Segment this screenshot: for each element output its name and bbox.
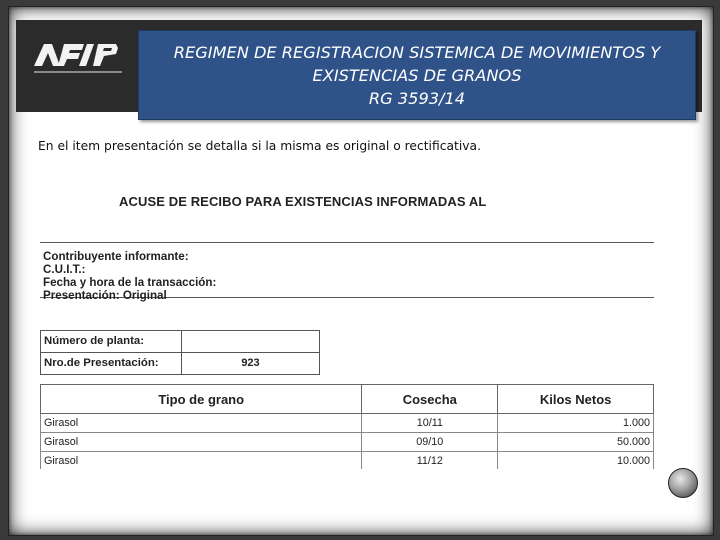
circle-nav-button-icon[interactable] [668, 468, 698, 498]
cell-kilos: 10.000 [498, 452, 654, 470]
afip-logo [30, 40, 135, 82]
table-row [41, 414, 654, 433]
info-line: C.U.I.T.: [43, 263, 86, 276]
title-box [138, 30, 696, 120]
presentacion-label: Nro.de Presentación: [41, 353, 182, 374]
info-line: Presentación: Original [43, 289, 167, 302]
description-text: En el item presentación se detalla si la misma es original o rectificativa. [38, 139, 481, 153]
info-box [40, 242, 654, 302]
cell-harvest: 11/12 [362, 452, 498, 470]
document-title: ACUSE DE RECIBO PARA EXISTENCIAS INFORMADAS AL [119, 194, 487, 209]
planta-field [40, 330, 320, 353]
table-row [41, 433, 654, 452]
column-header: Cosecha [362, 385, 498, 414]
cell-grain: Girasol [41, 414, 362, 433]
title-line-2: EXISTENCIAS DE GRANOS [312, 65, 522, 85]
grain-table [40, 384, 654, 469]
cell-kilos: 50.000 [498, 433, 654, 452]
presentacion-value: 923 [241, 357, 260, 369]
cell-kilos: 1.000 [498, 414, 654, 433]
title-line-3: RG 3593/14 [368, 88, 466, 108]
cell-grain: Girasol [41, 452, 362, 470]
title-line-1: REGIMEN DE REGISTRACION SISTEMICA DE MOVIMIENTOS Y [173, 42, 661, 62]
receipt-document [36, 190, 654, 469]
planta-label: Número de planta: [41, 331, 182, 352]
info-line: Fecha y hora de la transacción: [43, 276, 217, 289]
table-row [41, 452, 654, 470]
cell-harvest: 09/10 [362, 433, 498, 452]
info-line: Contribuyente informante: [43, 250, 189, 263]
column-header: Tipo de grano [41, 385, 362, 414]
column-header: Kilos Netos [498, 385, 654, 414]
presentacion-field [40, 352, 320, 375]
planta-value [182, 331, 319, 352]
cell-harvest: 10/11 [362, 414, 498, 433]
cell-grain: Girasol [41, 433, 362, 452]
